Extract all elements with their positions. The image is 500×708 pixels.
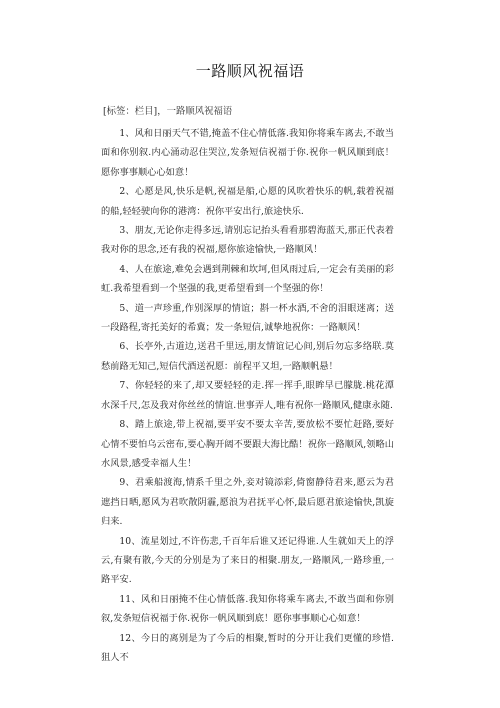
paragraph: 7、你轻轻的来了,却又要轻轻的走.挥一挥手,眼眸早已朦胧.桃花潭水深千尺,怎及我对你丝丝的情谊.世事弄人,唯有祝你一路顺风,健康永随. (101, 380, 394, 411)
paragraph: 6、长亭外,古道边,送君千里远,朋友情谊记心间,别后勿忘多络联.莫愁前路无知己,短信代酒送祝愿：前程平又坦,一路顺帆悬！ (101, 341, 394, 372)
document-body (101, 124, 394, 667)
paragraph: 5、道一声珍重,作别深厚的情谊；斟一杯水酒,不舍的泪眼迷离；送一段路程,寄托美好的希冀；发一条短信,诚挚地祝你：一路顺风！ (101, 302, 394, 334)
paragraph: 2、心愿是风,快乐是帆,祝福是船,心愿的风吹着快乐的帆,载着祝福的船,轻轻驶向你的港湾：祝你平安出行,旅途快乐. (101, 186, 394, 217)
paragraph: 12、今日的离别是为了今后的相聚,暂时的分开让我们更懂的珍惜.狙人不 (101, 632, 394, 663)
paragraph: 10、流星划过,不许伤悲,千百年后谁又还记得谁.人生就如天上的浮云,有聚有散,今天的分别是为了来日的相聚.朋友,一路顺风,一路珍重,一路平安. (101, 535, 394, 586)
document-tagline: [标签：栏目]，一路顺风祝福语 (103, 106, 233, 117)
paragraph: 11、风和日丽掩不住心情低落.我知你将乘车离去,不敢当面和你别叙,发条短信祝福于你.祝你一帆风顺到底！愿你事事顺心心如意！ (101, 593, 394, 625)
paragraph: 1、风和日丽天气不错,掩盖不住心情低落.我知你将乘车离去,不敢当面和你别叙.内心涌动忍住哭泣,发条短信祝福于你.祝你一帆风顺到底！愿你事事顺心心如意！ (101, 128, 394, 178)
paragraph: 9、君乘船渡海,情系千里之外,妾对镜添彩,倚窗静待君来,愿云为君遮挡日晒,愿风为君吹散阴霾,愿浪为君抚平心怀,最后愿君旅途愉快,凯旋归来. (101, 477, 394, 528)
document-title: 一路顺风祝福语 (195, 62, 305, 80)
paragraph: 3、朋友,无论你走得多远,请别忘记抬头看看那碧海蓝天,那正代表着我对你的思念,还有我的祝福,愿你旅途愉快,一路顺风！ (101, 225, 394, 256)
paragraph: 4、人在旅途,难免会遇到荆棘和坎坷,但风雨过后,一定会有美丽的彩虹.我希望看到一个坚强的我,更希望看到一个坚强的你！ (101, 263, 394, 295)
paragraph: 8、踏上旅途,带上祝福,要平安不要太辛苦,要放松不要忙赶路,要好心情不要怕乌云密布,要心胸开阔不要跟大海比酷！祝你一路顺风,领略山水风景,感受幸福人生！ (101, 419, 394, 469)
